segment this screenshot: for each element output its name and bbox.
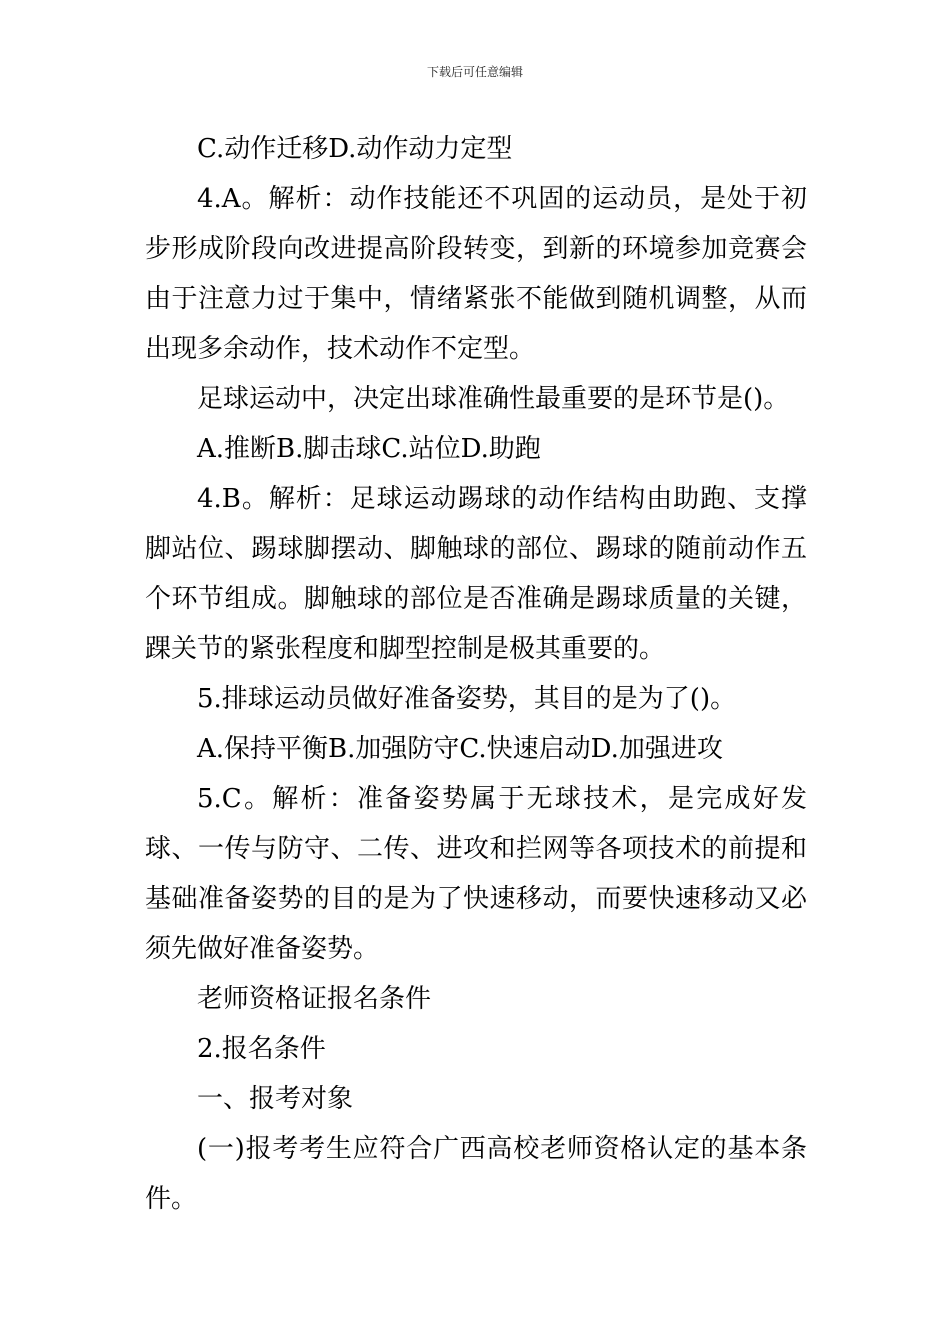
answer-explanation-4b: 4.B。解析：足球运动踢球的动作结构由助跑、支撑脚站位、踢球脚摆动、脚触球的部位、踢球的随前动作五个环节组成。脚触球的部位是否准确是踢球质量的关键，踝关节的紧张程度和脚型控制是极其重要的。 [145,484,807,664]
question-volleyball-stance: 5.排球运动员做好准备姿势，其目的是为了()。 [197,684,737,714]
answer-explanation-4a: 4.A。解析：动作技能还不巩固的运动员，是处于初步形成阶段向改进提高阶段转变，到新的环境参加竞赛会由于注意力过于集中，情绪紧张不能做到随机调整，从而出现多余动作，技术动作不定型。 [145,184,807,364]
section-heading-teacher-cert: 老师资格证报名条件 [197,984,432,1014]
page-header-note: 下载后可任意编辑 [426,65,523,79]
question-football-accuracy: 足球运动中，决定出球准确性最重要的是环节是()。 [197,384,790,414]
subheading-applicants: 一、报考对象 [197,1084,354,1114]
options-football: A.推断B.脚击球C.站位D.助跑 [197,434,541,464]
subheading-registration-conditions: 2.报名条件 [197,1034,326,1064]
options-volleyball: A.保持平衡B.加强防守C.快速启动D.加强进攻 [197,734,723,764]
condition-item-1: (一)报考考生应符合广西高校老师资格认定的基本条件。 [145,1134,807,1214]
answer-explanation-5c: 5.C。解析：准备姿势属于无球技术，是完成好发球、一传与防守、二传、进攻和拦网等各项技术的前提和基础准备姿势的目的是为了快速移动，而要快速移动又必须先做好准备姿势。 [145,784,807,964]
option-line-cd: C.动作迁移D.动作动力定型 [197,134,513,164]
document-body [145,124,807,1224]
